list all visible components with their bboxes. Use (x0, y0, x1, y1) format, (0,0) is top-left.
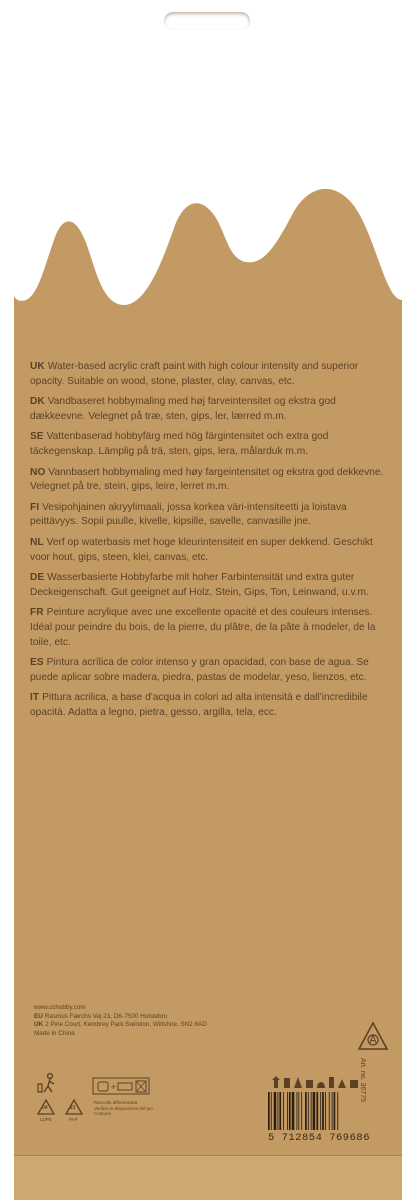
barcode-bar (305, 1092, 307, 1130)
article-number: Art. no. 36775 (359, 1058, 366, 1102)
multilingual-description (30, 360, 390, 726)
barcode-bar (316, 1092, 318, 1130)
description-text: Vesipohjainen akryylimaali, jossa korkea väri-intensiteetti ja loistava peittävyys. Sopii puulle, kivelle, kipsille, savelle, canvasille jne. (30, 501, 347, 528)
barcode-bar (332, 1092, 333, 1130)
description-text: Verf op waterbasis met hoge kleurintensiteit en super dekkend. Geschikt voor hout, gips, steen, klei, canvas, etc. (30, 536, 373, 563)
description-text: Vandbaseret hobbymaling med høj farveintensitet og ekstra god dækkeevne. Velegnet på træ, sten, gips, ler, lærred m.m. (30, 396, 336, 422)
description-text: Wasserbasierte Hobbyfarbe mit hoher Farbintensität und extra guter Deckeigenschaft. Gut geeignet auf Holz, Stein, Gips, Ton, Leinwand, u.v.m. (30, 572, 369, 598)
barcode-bar (301, 1092, 302, 1130)
language-code: DE (30, 572, 45, 584)
description-es (30, 656, 390, 685)
company-info (34, 1004, 224, 1038)
uk-code: UK (34, 1021, 44, 1029)
eu-address: Rasmus Færchs Vej 23, DK-7500 Holstebro (44, 1012, 168, 1020)
description-uk (30, 360, 390, 389)
product-card-back (14, 0, 402, 1200)
svg-text:+: + (111, 1082, 117, 1092)
barcode-bar (313, 1092, 316, 1130)
language-code: SE (30, 431, 44, 443)
barcode-bar (268, 1092, 270, 1130)
recycle-number-left: 04 (42, 1105, 48, 1111)
brand-triangle-logo (356, 1020, 390, 1054)
barcode-bar (279, 1092, 281, 1130)
barcode-bar (320, 1092, 321, 1130)
barcode-bar (274, 1092, 277, 1130)
barcode-bar (287, 1092, 288, 1130)
description-fi (30, 501, 390, 530)
barcode-bar (329, 1092, 330, 1130)
barcode-bar (311, 1092, 312, 1130)
barcode-bar (289, 1092, 291, 1130)
barcode-bar (278, 1092, 279, 1130)
description-text: Vannbasert hobbymaling med høy fargeintensitet og ekstra god dekkevne. Velegnet på tre, stein, gips, leire, lerret m.m. (30, 466, 384, 493)
barcode-bar (283, 1092, 284, 1130)
sort-text: Raccolta differenziata (94, 1100, 138, 1105)
description-de (30, 571, 390, 600)
barcode-bar (292, 1092, 295, 1130)
language-code: FR (30, 607, 44, 619)
barcode-digits: 5 712854 769686 (268, 1132, 371, 1144)
description-it (30, 691, 390, 720)
description-text: Pittura acrilica, a base d'acqua in colori ad alta intensità e dall'incredibile opacità. Adatta a legno, pietra, gesso, argilla, tela, ecc. (30, 692, 368, 718)
language-code: UK (30, 361, 45, 372)
language-code: ES (30, 657, 44, 669)
barcode-bar (308, 1092, 309, 1130)
barcode-bar (322, 1092, 324, 1130)
description-text: Peinture acrylique avec une excellente opacité et des couleurs intenses. Idéal pour peindre du bois, de la pierre, du plâtre, de la pâte à modeler, de la toile, etc. (30, 607, 376, 648)
barcode-bar (271, 1092, 272, 1130)
barcode-bar (297, 1092, 298, 1130)
language-code: DK (30, 396, 45, 408)
description-text: Water-based acrylic craft paint with high colour intensity and superior opacity. Suitable on wood, stone, plaster, clay, canvas, etc. (30, 361, 359, 387)
language-code: FI (30, 501, 40, 513)
language-code: NO (30, 466, 46, 478)
hang-hole-cutout (164, 12, 250, 30)
recycle-label-left: LDPE (40, 1117, 52, 1122)
barcode-bar (334, 1092, 336, 1130)
recycle-number-right: 21 (70, 1105, 76, 1111)
sort-text-2: Verifica le disposizioni del tuo Comune (94, 1106, 153, 1116)
flap-fold-line (14, 1155, 402, 1156)
barcode-bar (298, 1092, 299, 1130)
description-nl (30, 536, 390, 565)
language-code: IT (30, 692, 40, 704)
tidyman-icon (36, 1072, 60, 1094)
description-se (30, 430, 390, 459)
white-paint-drip (14, 0, 402, 330)
description-dk (30, 395, 390, 424)
website: www.cchobby.com (34, 1004, 86, 1011)
sorting-icon (92, 1074, 152, 1096)
barcode-bar (337, 1092, 338, 1130)
description-fr (30, 606, 390, 650)
description-no (30, 466, 390, 495)
eu-code: EU (34, 1012, 43, 1020)
uk-address: 2 Pine Court, Kembrey Park Swindon, Wiltshire, SN2 8AD (45, 1021, 207, 1029)
recycling-icons (36, 1072, 186, 1122)
barcode-bar (325, 1092, 326, 1130)
description-text: Pintura acrílica de color intenso y gran opacidad, con base de agua. Se puede aplicar sobre madera, piedra, pastas de modelar, yeso, lienzos, etc. (30, 657, 369, 683)
description-text: Vattenbaserad hobbyfärg med hög färgintensitet och extra god täckegenskap. Lämplig på trä, sten, gips, lera, målarduk m.m. (30, 431, 329, 457)
language-code: NL (30, 536, 44, 548)
bottom-flap (14, 1155, 402, 1200)
recycle-label-right: PAP (69, 1117, 78, 1122)
made-in: Made in China (34, 1029, 75, 1037)
barcode (264, 1074, 374, 1130)
